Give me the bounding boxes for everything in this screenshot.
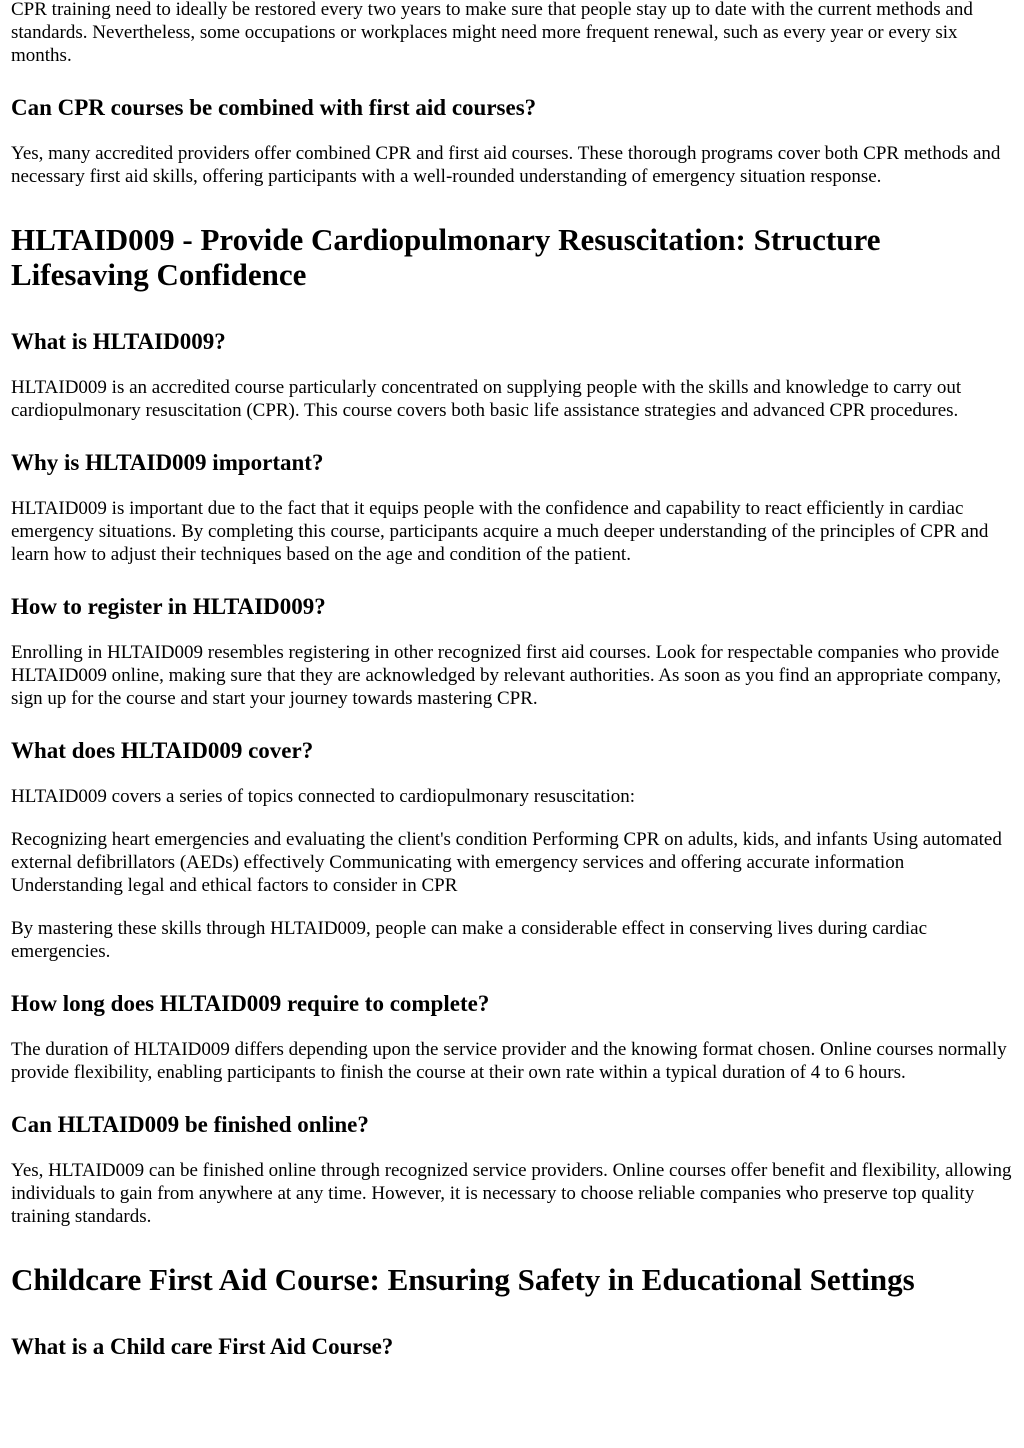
paragraph-duration-hltaid009: The duration of HLTAID009 differs depending upon the service provider and the knowing format chosen. Online courses normally provide flexibility, enabling participants to finish the course at their own rate within a typical duration of 4 to 6 hours. xyxy=(11,1039,1007,1083)
paragraph-cpr-combined: Yes, many accredited providers offer combined CPR and first aid courses. These thorough programs cover both CPR methods and necessary first aid skills, offering participants with a well-rounded understanding of emergency situation response. xyxy=(11,143,1001,187)
heading-cpr-combined: Can CPR courses be combined with first aid courses? xyxy=(11,95,537,120)
paragraph-what-is-hltaid009: HLTAID009 is an accredited course particularly concentrated on supplying people with the skills and knowledge to carry out cardiopulmonary resuscitation (CPR). This course covers both basic life assistance strategies and advanced CPR procedures. xyxy=(11,377,962,421)
heading-cover-hltaid009: What does HLTAID009 cover? xyxy=(11,738,314,763)
heading-why-hltaid009: Why is HLTAID009 important? xyxy=(11,450,324,475)
paragraph-online-hltaid009: Yes, HLTAID009 can be finished online through recognized service providers. Online courses offer benefit and flexibility, allowing individuals to gain from anywhere at any time. However, it is necessary to choose reliable companies who preserve top quality training standards. xyxy=(11,1160,1012,1227)
heading-what-is-childcare-course: What is a Child care First Aid Course? xyxy=(11,1334,394,1359)
heading-duration-hltaid009: How long does HLTAID009 require to complete? xyxy=(11,991,490,1016)
paragraph-why-hltaid009: HLTAID009 is important due to the fact that it equips people with the confidence and capability to react efficiently in cardiac emergency situations. By completing this course, participants acquire a much deeper understanding of the principles of CPR and learn how to adjust their techniques based on the age and condition of the patient. xyxy=(11,498,989,565)
paragraph-cover-summary: By mastering these skills through HLTAID009, people can make a considerable effect in conserving lives during cardiac emergencies. xyxy=(11,918,928,962)
section-title-hltaid009: HLTAID009 - Provide Cardiopulmonary Resuscitation: Structure Lifesaving Confidence xyxy=(11,222,881,292)
paragraph-register-hltaid009: Enrolling in HLTAID009 resembles registering in other recognized first aid courses. Look for respectable companies who provide HLTAID009 online, making sure that they are acknowledged by relevant authorities. As soon as you find an appropriate company, sign up for the course and start your journey towards mastering CPR. xyxy=(11,642,1002,709)
heading-online-hltaid009: Can HLTAID009 be finished online? xyxy=(11,1112,369,1137)
heading-register-hltaid009: How to register in HLTAID009? xyxy=(11,594,326,619)
section-title-childcare: Childcare First Aid Course: Ensuring Safety in Educational Settings xyxy=(11,1262,915,1297)
paragraph-cover-intro: HLTAID009 covers a series of topics connected to cardiopulmonary resuscitation: xyxy=(11,786,636,807)
heading-what-is-hltaid009: What is HLTAID009? xyxy=(11,329,226,354)
paragraph-cover-topics: Recognizing heart emergencies and evaluating the client's condition Performing CPR on adults, kids, and infants Using automated external defibrillators (AEDs) effectively Communicating with emergency services and offering accurate information Understanding legal and ethical factors to consider in CPR xyxy=(11,829,1002,896)
paragraph-cpr-renewal: CPR training need to ideally be restored every two years to make sure that people stay up to date with the current methods and standards. Nevertheless, some occupations or workplaces might need more frequent renewal, such as every year or every six months. xyxy=(11,0,973,66)
